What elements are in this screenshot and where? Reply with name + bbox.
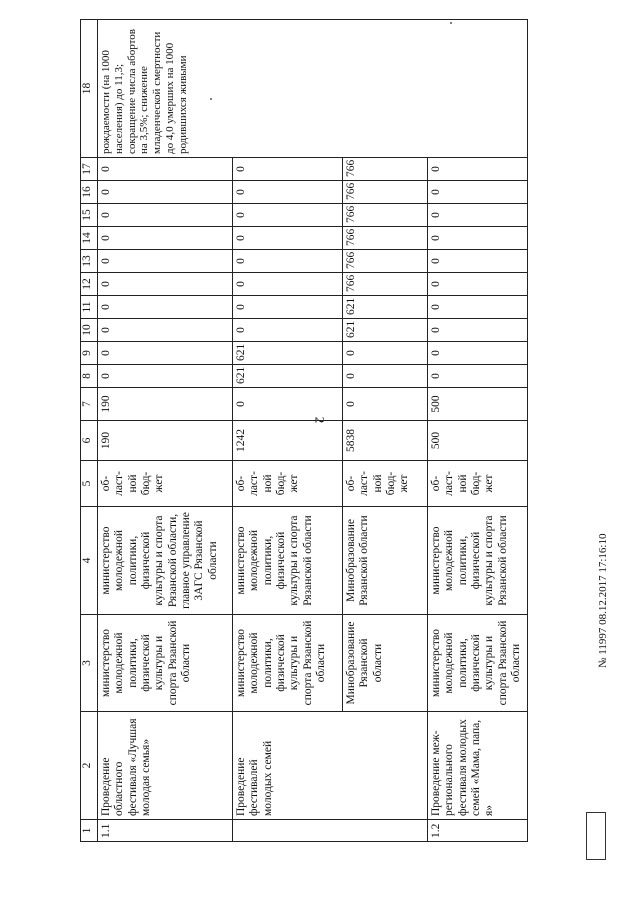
recipient: министерство молодежной политики, физической культуры и спорта Рязанской области <box>233 507 343 615</box>
year-value: 0 <box>233 227 343 250</box>
scan-speck <box>210 98 212 100</box>
header-cell: 15 <box>81 204 98 227</box>
header-cell: 6 <box>81 421 98 461</box>
header-cell: 10 <box>81 319 98 342</box>
header-cell: 7 <box>81 388 98 421</box>
year-value: 500 <box>428 388 528 421</box>
header-cell: 1 <box>81 820 98 842</box>
year-value: 621 <box>233 365 343 388</box>
event-name: Проведение областного фестиваля «Лучшая молодая семья» <box>98 712 233 820</box>
funding-source: об-ласт-ной бюд-жет <box>98 461 233 507</box>
registration-stamp-icon <box>586 812 606 860</box>
year-value: 0 <box>428 365 528 388</box>
expected-result: рождаемости (на 1000 населения) до 11,3; сокращение числа абортов на 3,5%; снижение младенческой смертности до 4,0 умерших на 1000 родившихся живыми <box>98 20 528 158</box>
year-value: 0 <box>428 342 528 365</box>
year-value: 0 <box>233 273 343 296</box>
funding-source: об-ласт-ной бюд-жет <box>233 461 343 507</box>
year-value: 766 <box>343 250 428 273</box>
year-value: 0 <box>233 158 343 181</box>
year-value: 190 <box>98 388 233 421</box>
funding-source: об-ласт-ной бюд-жет <box>343 461 428 507</box>
year-value: 0 <box>233 388 343 421</box>
header-cell: 4 <box>81 507 98 615</box>
recipient: министерство молодежной политики, физической культуры и спорта Рязанской области <box>428 507 528 615</box>
year-value: 0 <box>343 388 428 421</box>
header-cell: 9 <box>81 342 98 365</box>
year-value: 0 <box>343 342 428 365</box>
recipient: Минобразование Рязанской области <box>343 507 428 615</box>
year-value: 0 <box>343 365 428 388</box>
header-cell: 5 <box>81 461 98 507</box>
year-value: 766 <box>343 181 428 204</box>
year-value: 0 <box>98 365 233 388</box>
year-value: 0 <box>428 296 528 319</box>
header-cell: 2 <box>81 712 98 820</box>
header-cell: 13 <box>81 250 98 273</box>
year-value: 0 <box>233 204 343 227</box>
header-cell: 12 <box>81 273 98 296</box>
header-cell: 3 <box>81 615 98 712</box>
executor: министерство молодежной политики, физической культуры и спорта Рязанской области <box>233 615 343 712</box>
year-value: 0 <box>98 158 233 181</box>
year-value: 0 <box>428 181 528 204</box>
year-value: 0 <box>428 250 528 273</box>
scan-speck <box>450 22 452 24</box>
year-value: 766 <box>343 158 428 181</box>
year-value: 0 <box>428 227 528 250</box>
year-value: 766 <box>343 273 428 296</box>
total-value: 500 <box>428 421 528 461</box>
header-cell: 11 <box>81 296 98 319</box>
event-name: Проведение меж-регионального фестиваля молодых семей «Мама, папа, я» <box>428 712 528 820</box>
total-value: 190 <box>98 421 233 461</box>
recipient: министерство молодежной политики, физической культуры и спорта Рязанской области, главное управление ЗАГС Рязанской области <box>98 507 233 615</box>
year-value: 0 <box>428 319 528 342</box>
year-value: 621 <box>343 296 428 319</box>
header-row <box>81 20 98 842</box>
year-value: 0 <box>233 250 343 273</box>
executor: министерство молодежной политики, физической культуры и спорта Рязанской области <box>98 615 233 712</box>
page-number: 2 <box>312 416 328 424</box>
total-value: 5838 <box>343 421 428 461</box>
header-cell: 17 <box>81 158 98 181</box>
year-value: 0 <box>233 296 343 319</box>
executor: министерство молодежной политики, физической культуры и спорта Рязанской области <box>428 615 528 712</box>
year-value: 0 <box>233 181 343 204</box>
year-value: 0 <box>98 342 233 365</box>
year-value: 0 <box>428 158 528 181</box>
year-value: 766 <box>343 227 428 250</box>
event-name: Проведение фестивалей молодых семей <box>233 712 428 820</box>
funding-source: об-ласт-ной бюд-жет <box>428 461 528 507</box>
header-cell: 16 <box>81 181 98 204</box>
year-value: 0 <box>98 319 233 342</box>
year-value: 0 <box>233 319 343 342</box>
year-value: 0 <box>98 181 233 204</box>
header-cell: 14 <box>81 227 98 250</box>
program-table <box>80 19 528 842</box>
year-value: 0 <box>98 250 233 273</box>
year-value: 0 <box>428 204 528 227</box>
row-number <box>233 820 428 842</box>
registration-footer: № 11997 08.12.2017 17:16:10 <box>597 533 609 668</box>
table-row <box>98 20 233 842</box>
year-value: 0 <box>98 296 233 319</box>
header-cell: 8 <box>81 365 98 388</box>
header-cell: 18 <box>81 20 98 158</box>
row-number: 1.1 <box>98 820 233 842</box>
year-value: 0 <box>98 204 233 227</box>
row-number: 1.2 <box>428 820 528 842</box>
year-value: 0 <box>428 273 528 296</box>
rotated-table-container <box>80 29 550 842</box>
year-value: 766 <box>343 204 428 227</box>
executor: Минобразование Рязанской области <box>343 615 428 712</box>
year-value: 621 <box>343 319 428 342</box>
total-value: 1242 <box>233 421 343 461</box>
year-value: 0 <box>98 227 233 250</box>
year-value: 0 <box>98 273 233 296</box>
year-value: 621 <box>233 342 343 365</box>
